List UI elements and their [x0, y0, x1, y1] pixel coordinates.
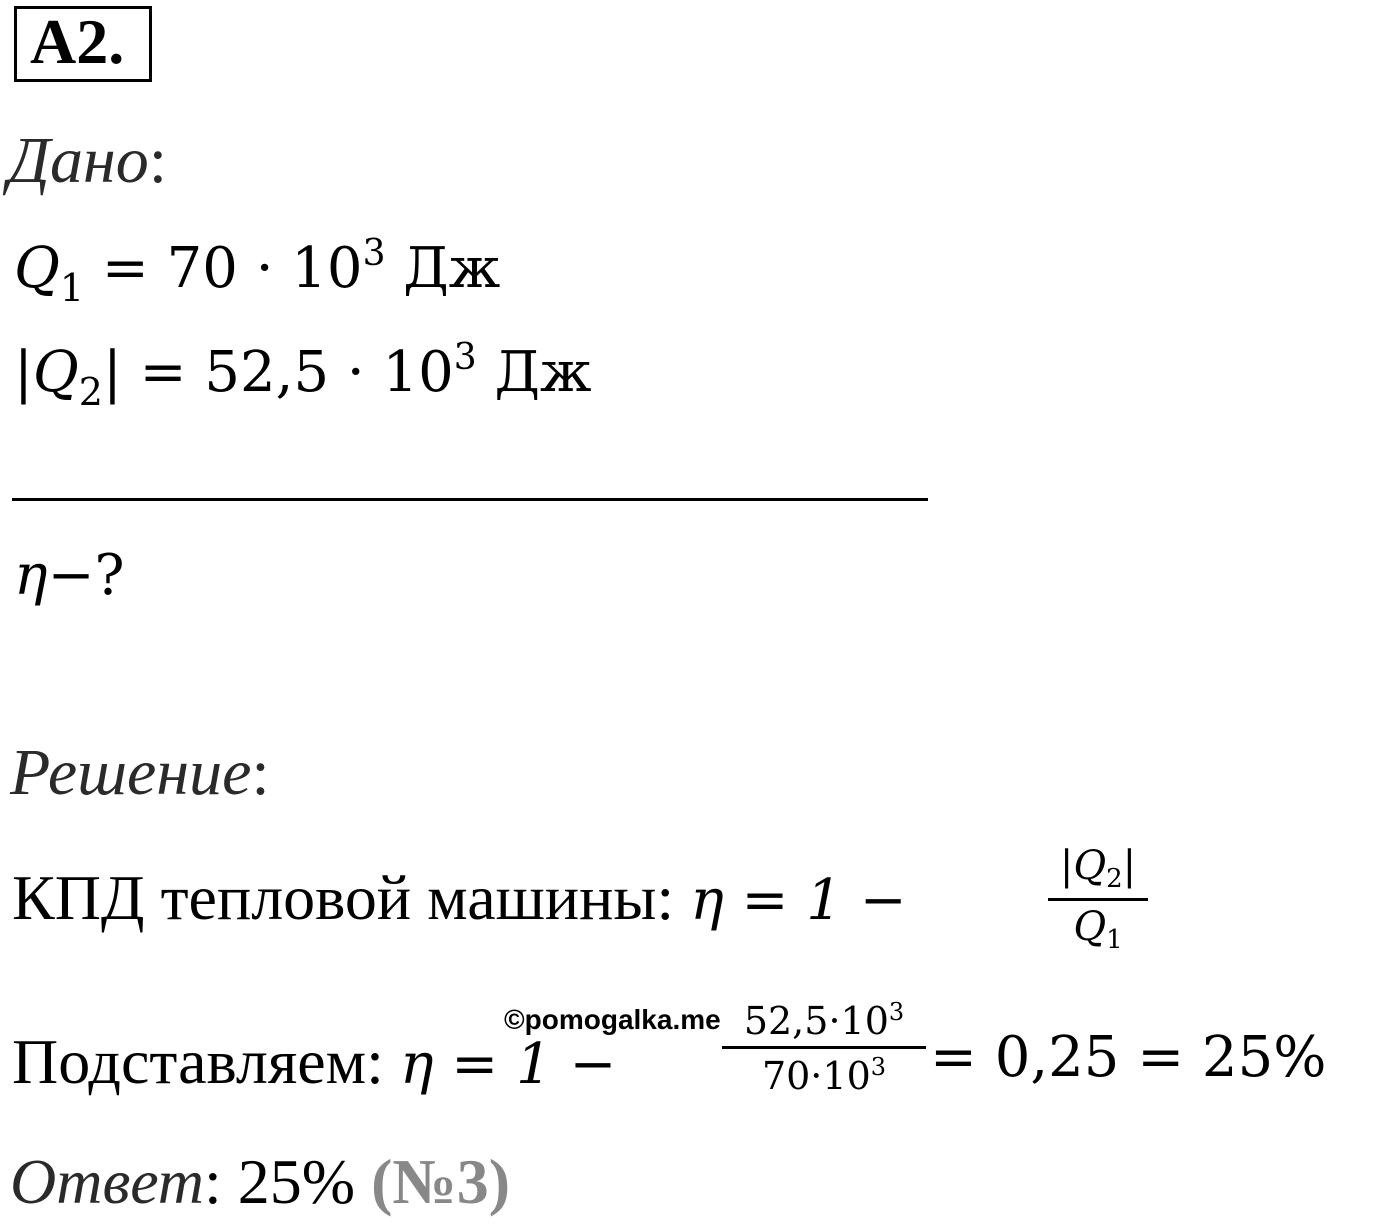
q1-symbol: Q: [14, 236, 60, 301]
answer-colon: :: [204, 1146, 222, 1217]
frac-den-symbol: Q: [1073, 904, 1107, 950]
efficiency-fraction-numerator: [1048, 843, 1148, 894]
find-line: [14, 543, 125, 608]
solution-line-1: [12, 862, 907, 933]
sub-num-value: 52,5·10: [743, 999, 889, 1043]
find-symbol: η: [14, 543, 48, 608]
q1-exponent: 3: [362, 233, 386, 274]
answer-value: 25%: [221, 1146, 372, 1217]
answer-reference: (№3): [371, 1146, 511, 1217]
q1-subscript: 1: [59, 266, 85, 310]
solution-heading-colon: :: [251, 736, 270, 809]
given-divider: [12, 498, 928, 501]
substitute-fraction-numerator: [722, 998, 926, 1043]
substitute-fraction-bar: [722, 1046, 926, 1049]
substitute-result: = 0,25 = 25%: [930, 1025, 1327, 1090]
q2-unit: Дж: [476, 340, 592, 405]
find-question: −?: [47, 543, 125, 608]
answer-line: [10, 1146, 511, 1217]
problem-label: A2.: [30, 6, 125, 77]
given-q2: [14, 337, 592, 414]
q2-symbol: Q: [32, 340, 79, 405]
efficiency-fraction-bar: [1048, 898, 1148, 901]
q2-abs-close: |: [102, 340, 122, 405]
substitute-text: Подставляем:: [12, 1026, 400, 1097]
q2-abs-open: |: [14, 340, 33, 405]
q1-unit: Дж: [385, 236, 501, 301]
solution-line-2: [12, 1026, 617, 1097]
q1-value: = 70 · 10: [84, 236, 363, 301]
substitute-fraction: [722, 998, 926, 1098]
frac-num-subscript: 2: [1106, 864, 1123, 894]
q2-exponent: 3: [453, 337, 477, 378]
frac-num-symbol: |Q: [1059, 843, 1107, 889]
given-q1: [14, 233, 501, 310]
sub-den-exponent: 3: [870, 1053, 887, 1081]
efficiency-fraction-denominator: [1048, 904, 1148, 955]
answer-heading: Ответ: [10, 1146, 204, 1217]
substitute-formula: η = 1 −: [399, 1032, 617, 1097]
given-heading-text: Дано: [8, 124, 149, 197]
efficiency-formula: η = 1 −: [690, 868, 907, 933]
frac-num-abs-close: |: [1122, 843, 1137, 889]
q2-subscript: 2: [78, 370, 103, 414]
solution-heading-text: Решение: [10, 736, 252, 809]
solution-heading: [10, 736, 270, 809]
sub-num-exponent: 3: [888, 998, 905, 1026]
watermark: ©pomogalka.me: [504, 1004, 721, 1035]
efficiency-text: КПД тепловой машины:: [12, 862, 691, 933]
sub-den-value: 70·10: [761, 1054, 871, 1098]
given-heading-colon: :: [148, 124, 168, 197]
frac-den-subscript: 1: [1106, 925, 1123, 955]
given-heading: [8, 124, 168, 197]
q2-value: = 52,5 · 10: [121, 340, 454, 405]
substitute-fraction-denominator: [722, 1053, 926, 1098]
efficiency-fraction: [1048, 843, 1148, 955]
